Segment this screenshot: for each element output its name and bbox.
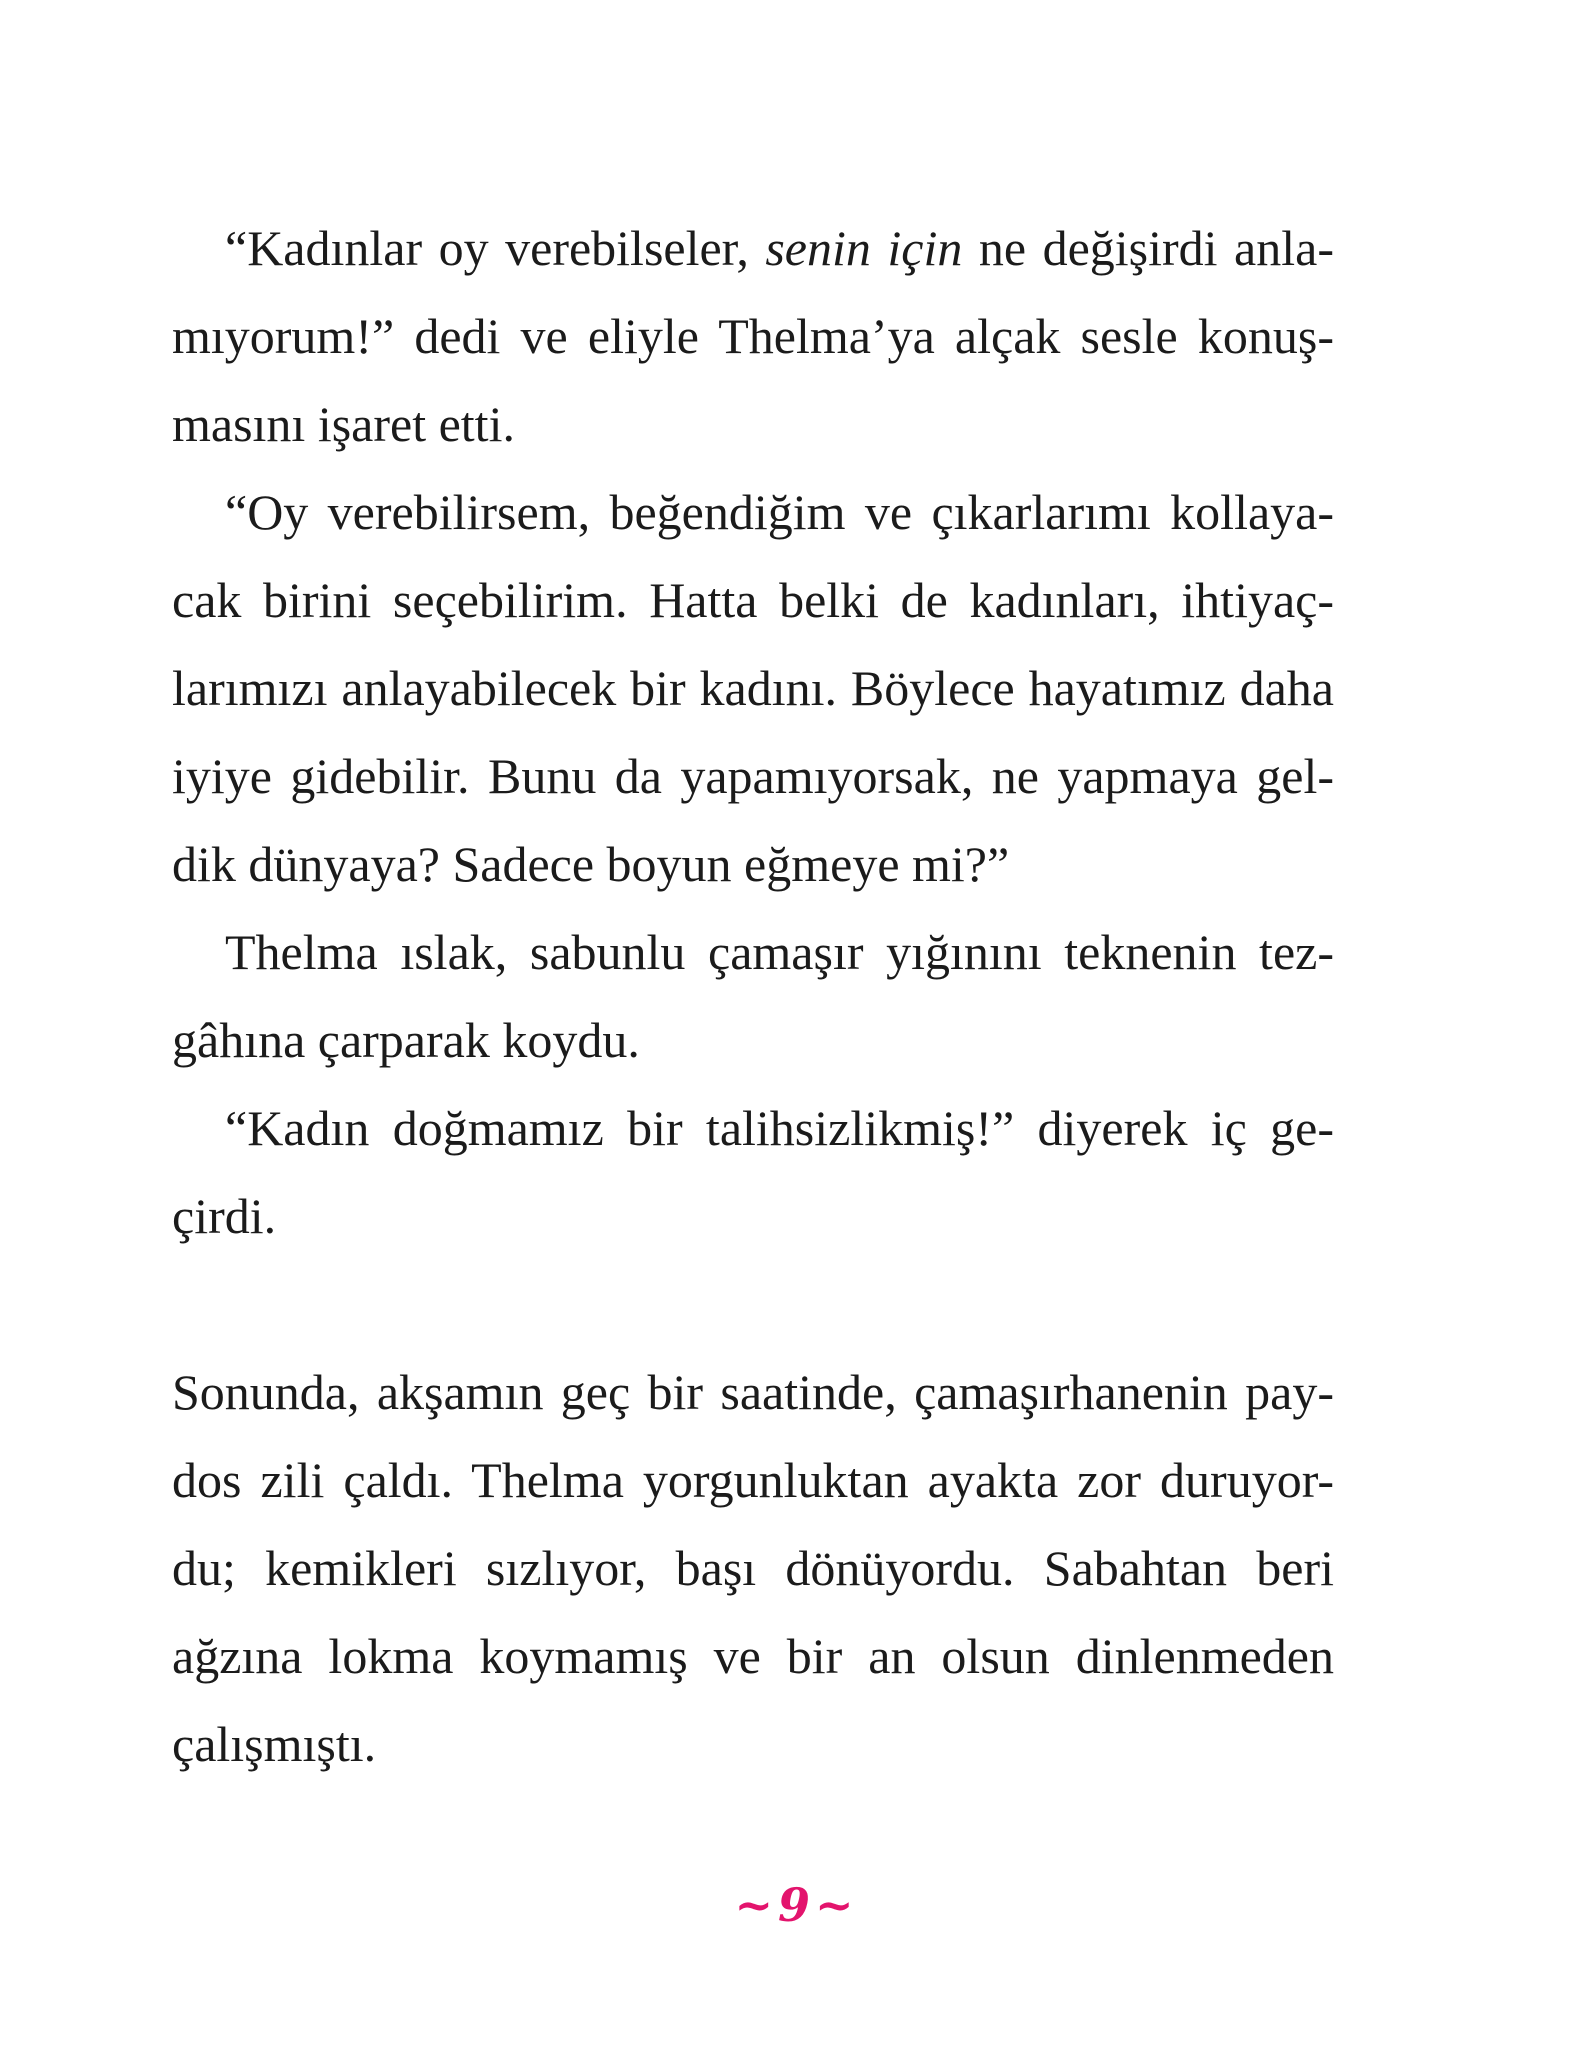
text-line xyxy=(172,1700,1334,1788)
text-segment: du; kemikleri sızlıyor, başı dönüyordu. Sabahtan beri xyxy=(172,1540,1334,1596)
text-segment: “Oy verebilirsem, beğendiğim ve çıkarlarımı kollaya- xyxy=(225,484,1334,540)
page-number: ~9~ xyxy=(734,1878,859,1932)
text-line xyxy=(172,1436,1334,1524)
text-line xyxy=(172,292,1334,380)
text-line xyxy=(172,556,1334,644)
text-line xyxy=(172,1084,1334,1172)
text-line xyxy=(172,468,1334,556)
text-line xyxy=(172,732,1334,820)
text-segment: dik dünyaya? Sadece boyun eğmeye mi?” xyxy=(172,836,1010,892)
text-segment: ne değişirdi anla- xyxy=(962,220,1334,276)
text-line xyxy=(172,1524,1334,1612)
text-segment: larımızı anlayabilecek bir kadını. Böylece hayatımız daha xyxy=(172,660,1334,716)
text-line xyxy=(172,1172,1334,1260)
text-segment: masını işaret etti. xyxy=(172,396,515,452)
italic-text-segment: senin için xyxy=(765,220,963,276)
text-segment: gâhına çarparak koydu. xyxy=(172,1012,640,1068)
text-segment: iyiye gidebilir. Bunu da yapamıyorsak, ne yapmaya gel- xyxy=(172,748,1334,804)
text-line xyxy=(172,380,1334,468)
text-line xyxy=(172,1348,1334,1436)
text-segment: Sonunda, akşamın geç bir saatinde, çamaşırhanenin pay- xyxy=(172,1364,1334,1420)
text-block xyxy=(172,204,1334,1788)
text-segment: mıyorum!” dedi ve eliyle Thelma’ya alçak sesle konuş- xyxy=(172,308,1334,364)
text-segment: “Kadınlar oy verebilseler, xyxy=(225,220,766,276)
text-line xyxy=(172,908,1334,996)
text-line xyxy=(172,204,1334,292)
text-line xyxy=(172,820,1334,908)
text-line xyxy=(172,1612,1334,1700)
text-segment: çalışmıştı. xyxy=(172,1716,377,1772)
text-line xyxy=(172,644,1334,732)
text-segment: ağzına lokma koymamış ve bir an olsun dinlenmeden xyxy=(172,1628,1334,1684)
text-segment: çirdi. xyxy=(172,1188,277,1244)
text-segment: “Kadın doğmamız bir talihsizlikmiş!” diyerek iç ge- xyxy=(225,1100,1334,1156)
text-segment: dos zili çaldı. Thelma yorgunluktan ayakta zor duruyor- xyxy=(172,1452,1334,1508)
text-segment: cak birini seçebilirim. Hatta belki de kadınları, ihtiyaç- xyxy=(172,572,1334,628)
text-line xyxy=(172,996,1334,1084)
text-segment: Thelma ıslak, sabunlu çamaşır yığınını teknenin tez- xyxy=(225,924,1334,980)
